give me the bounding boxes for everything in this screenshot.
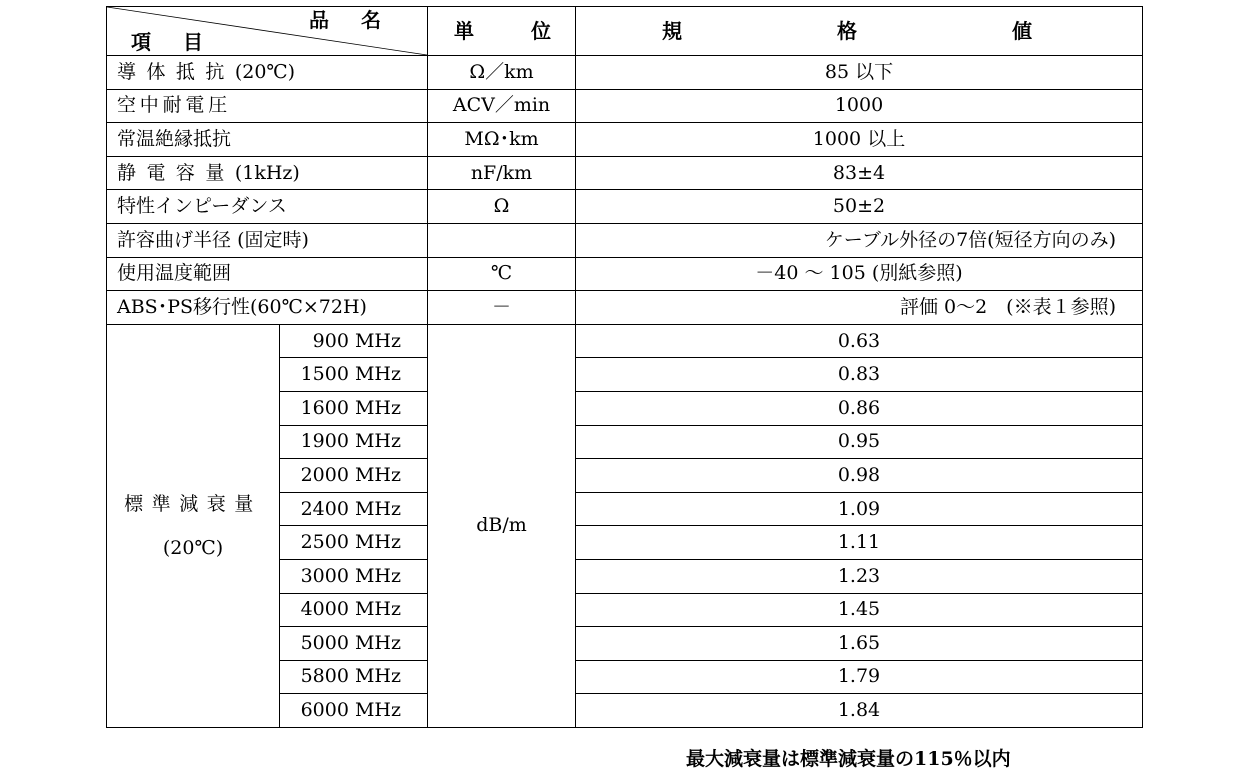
attenuation-label-cell [107,324,280,727]
item-cell: 導体抵抗(20℃) [107,56,428,90]
attenuation-value-cell: 1.11 [576,526,1143,560]
value-cell: 50±2 [576,190,1143,224]
attenuation-temp: (20℃) [162,536,224,559]
unit-cell: MΩ･km [428,123,576,157]
header-row [107,7,1143,56]
value-cell: 1000 [576,89,1143,123]
value-cell: 83±4 [576,156,1143,190]
attenuation-value-cell: 1.45 [576,593,1143,627]
frequency-cell: 4000 MHz [280,593,428,627]
value-cell: －40 ～ 105 (別紙参照) [576,257,1143,291]
attenuation-label: 標準減衰量 [124,492,262,515]
table-row [107,257,1143,291]
table-row [107,156,1143,190]
frequency-cell: 1900 MHz [280,425,428,459]
frequency-cell: 2500 MHz [280,526,428,560]
frequency-cell: 3000 MHz [280,559,428,593]
frequency-cell: 1500 MHz [280,358,428,392]
unit-cell: Ω／km [428,56,576,90]
header-spec-value: 規 格 値 [576,7,1143,56]
unit-cell: Ω [428,190,576,224]
frequency-cell: 2000 MHz [280,459,428,493]
unit-cell [428,223,576,257]
value-cell: ケーブル外径の7倍(短径方向のみ) [576,223,1143,257]
header-product-name: 品名 [309,8,413,32]
item-cell: 空中耐電圧 [107,89,428,123]
table-row [107,190,1143,224]
item-cell: 静電容量(1kHz) [107,156,428,190]
attenuation-value-cell: 1.79 [576,660,1143,694]
attenuation-value-cell: 0.83 [576,358,1143,392]
attenuation-value-cell: 0.98 [576,459,1143,493]
attenuation-value-cell: 0.86 [576,391,1143,425]
footnote: 最大減衰量は標準減衰量の115％以内 [686,748,1011,770]
unit-cell: ℃ [428,257,576,291]
spec-table [106,6,1143,728]
item-cell: 許容曲げ半径 (固定時) [107,223,428,257]
attenuation-value-cell: 0.63 [576,324,1143,358]
frequency-cell: 5800 MHz [280,660,428,694]
value-cell: 85 以下 [576,56,1143,90]
item-cell: 使用温度範囲 [107,257,428,291]
item-cell: ABS･PS移行性(60℃×72H) [107,291,428,325]
table-row [107,123,1143,157]
header-item: 項目 [131,30,235,54]
unit-cell: nF/km [428,156,576,190]
header-unit: 単 位 [428,7,576,56]
frequency-cell: 1600 MHz [280,391,428,425]
frequency-cell: 6000 MHz [280,694,428,728]
attenuation-unit-cell: dB/m [428,324,576,727]
item-cell: 常温絶縁抵抗 [107,123,428,157]
attenuation-value-cell: 1.65 [576,627,1143,661]
frequency-cell: 900 MHz [280,324,428,358]
header-corner-cell [107,7,428,56]
attenuation-value-cell: 1.23 [576,559,1143,593]
attenuation-value-cell: 0.95 [576,425,1143,459]
attenuation-value-cell: 1.09 [576,492,1143,526]
attenuation-value-cell: 1.84 [576,694,1143,728]
value-cell: 1000 以上 [576,123,1143,157]
frequency-cell: 5000 MHz [280,627,428,661]
value-cell: 評価 0～2 (※表１参照) [576,291,1143,325]
table-row [107,56,1143,90]
unit-cell: ACV／min [428,89,576,123]
item-cell: 特性インピーダンス [107,190,428,224]
attenuation-row [107,324,1143,358]
table-row [107,291,1143,325]
unit-cell: － [428,291,576,325]
table-row [107,223,1143,257]
table-row [107,89,1143,123]
frequency-cell: 2400 MHz [280,492,428,526]
